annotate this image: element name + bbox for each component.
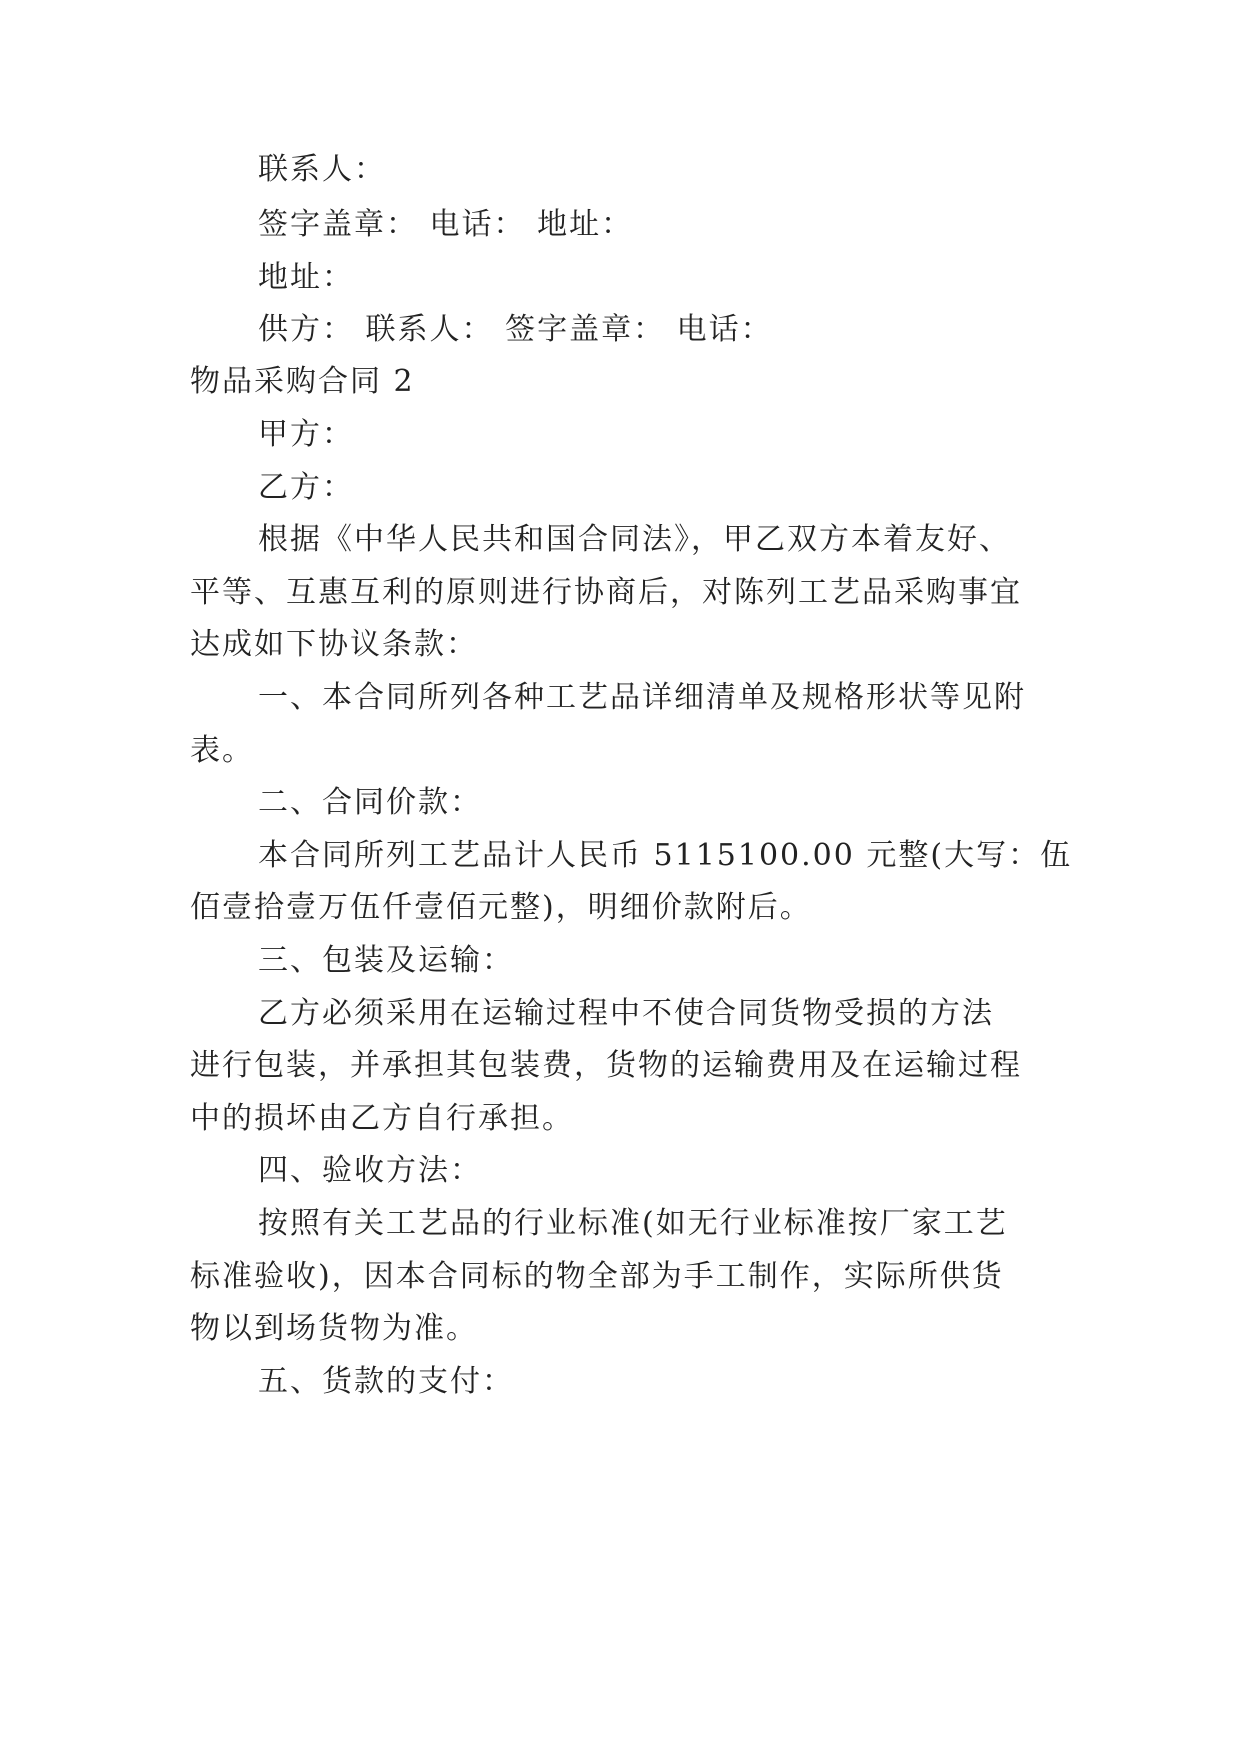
contact-person-line: 联系人：: [258, 152, 386, 187]
supplier-line: 供方： 联系人： 签字盖章： 电话：: [258, 312, 773, 347]
clause-3-line: 乙方必须采用在运输过程中不使合同货物受损的方法: [258, 996, 994, 1031]
paragraph-line: 平等、互惠互利的原则进行协商后，对陈列工艺品采购事宜: [190, 575, 1022, 610]
clause-2-heading: 二、合同价款：: [258, 785, 482, 820]
party-a-line: 甲方：: [258, 417, 354, 452]
section-title: 物品采购合同 2: [190, 364, 415, 399]
clause-4-line: 按照有关工艺品的行业标准(如无行业标准按厂家工艺: [258, 1206, 1008, 1241]
clause-4-heading: 四、验收方法：: [258, 1153, 482, 1188]
clause-1-line: 表。: [190, 733, 254, 768]
clause-3-line: 中的损坏由乙方自行承担。: [190, 1101, 574, 1136]
party-b-line: 乙方：: [258, 470, 354, 505]
clause-2-line: 本合同所列工艺品计人民币 5115100.00 元整(大写：伍: [258, 838, 1073, 873]
clause-3-heading: 三、包装及运输：: [258, 943, 514, 978]
paragraph-line: 达成如下协议条款：: [190, 627, 478, 662]
clause-4-line: 标准验收)，因本合同标的物全部为手工制作，实际所供货: [190, 1259, 1004, 1294]
signature-phone-address-line: 签字盖章： 电话： 地址：: [258, 207, 634, 242]
address-line: 地址：: [258, 260, 354, 295]
clause-5-heading: 五、货款的支付：: [258, 1364, 514, 1399]
clause-2-line: 佰壹拾壹万伍仟壹佰元整)，明细价款附后。: [190, 890, 812, 925]
clause-4-line: 物以到场货物为准。: [190, 1311, 478, 1346]
paragraph-line: 根据《中华人民共和国合同法》，甲乙双方本着友好、: [258, 522, 1011, 557]
clause-1-line: 一、本合同所列各种工艺品详细清单及规格形状等见附: [258, 680, 1026, 715]
clause-3-line: 进行包装，并承担其包装费，货物的运输费用及在运输过程: [190, 1048, 1022, 1083]
